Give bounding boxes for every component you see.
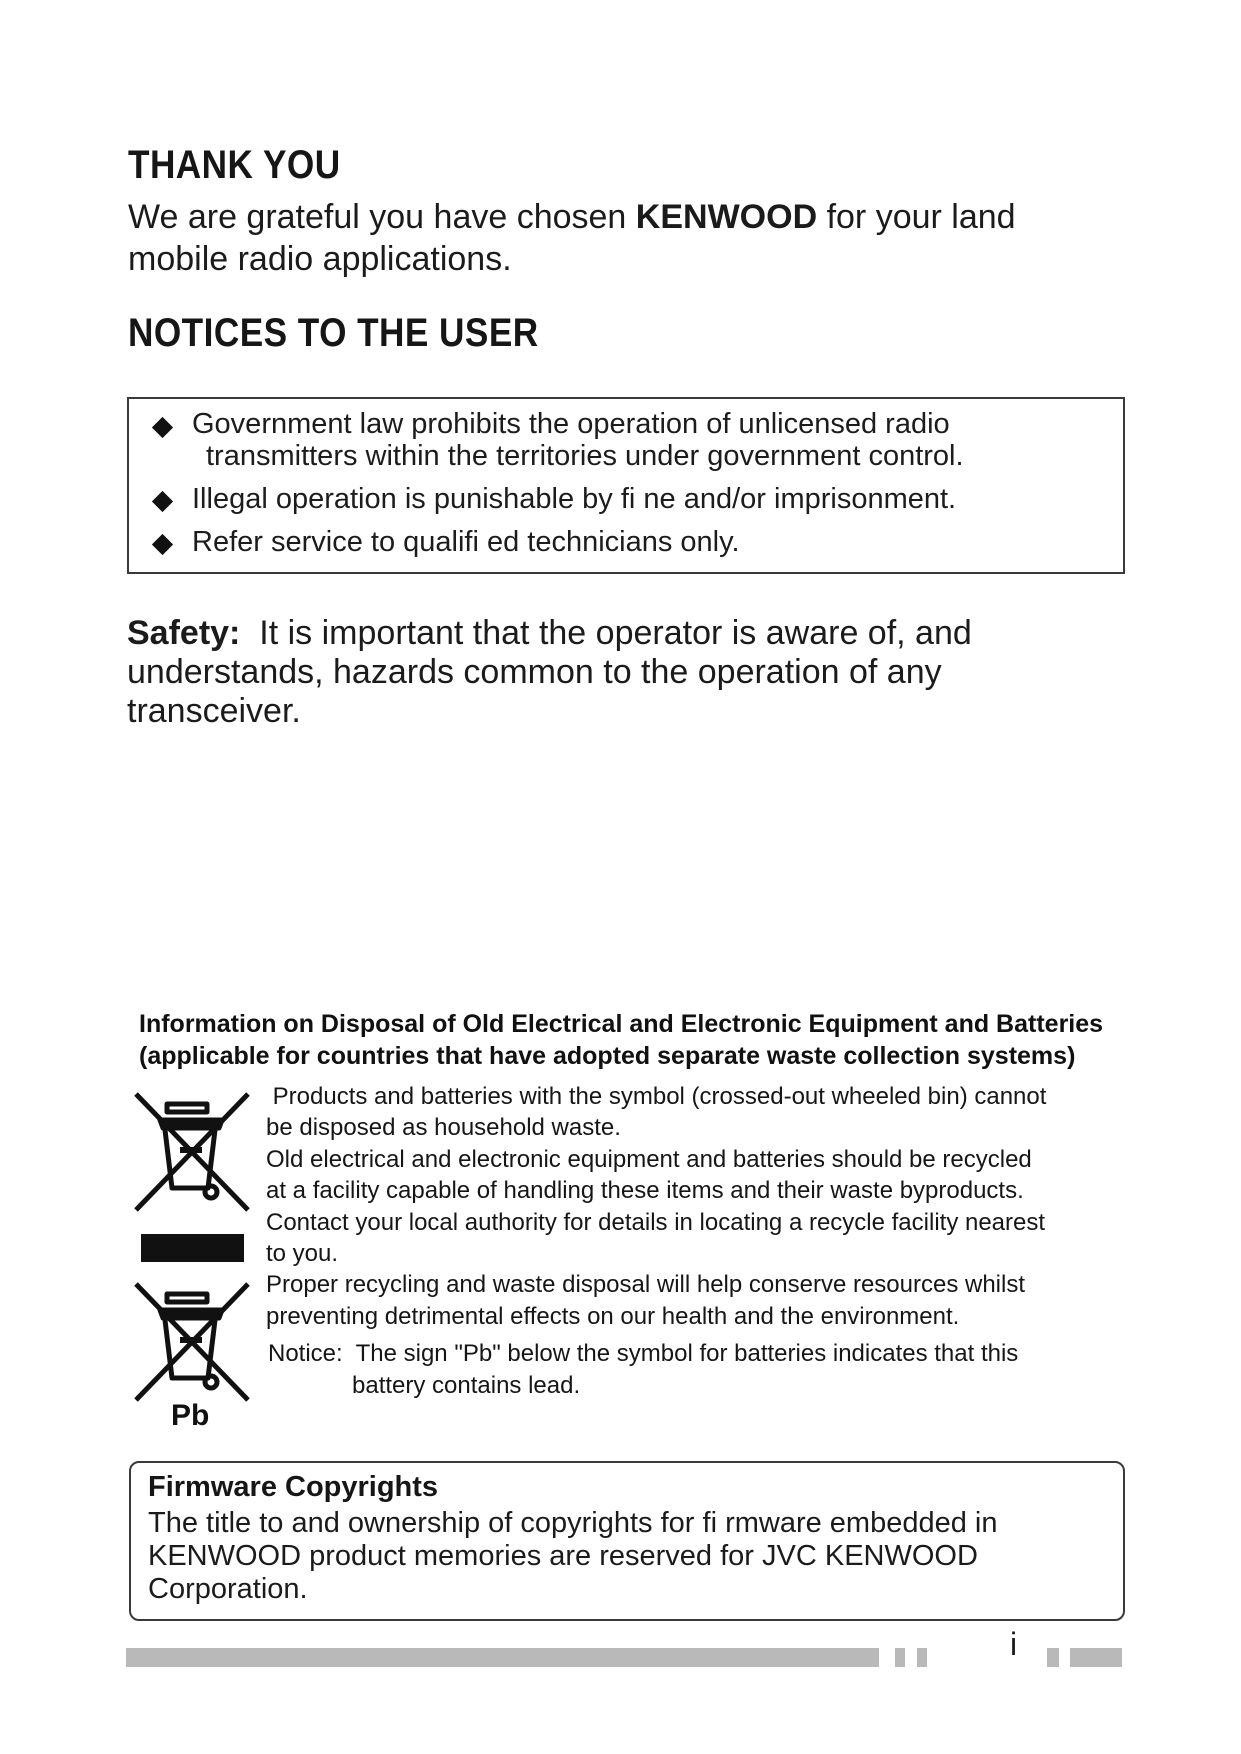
thank-you-text (128, 196, 1128, 280)
disposal-line: Old electrical and electronic equipment and batteries should be recycled (266, 1145, 1032, 1173)
firmware-title: Firmware Copyrights (148, 1471, 439, 1503)
notice-item: Refer service to qualifi ed technicians only. (192, 526, 740, 558)
crossed-out-wheeled-bin-icon (132, 1090, 252, 1214)
safety-line1: It is important that the operator is aware of, and (259, 614, 972, 652)
pb-label: Pb (171, 1399, 210, 1432)
disposal-line: preventing detrimental effects on our health and the environment. (266, 1302, 960, 1330)
diamond-bullet-icon (152, 491, 173, 512)
page-number: i (1010, 1626, 1018, 1662)
disposal-line: Proper recycling and waste disposal will help conserve resources whilst (266, 1271, 1026, 1299)
crossed-out-wheeled-bin-battery-icon (132, 1280, 252, 1404)
footer-bar-tick (1047, 1648, 1059, 1667)
safety-label: Safety: (127, 614, 241, 652)
black-bar (141, 1234, 244, 1262)
pb-notice (268, 1338, 1018, 1402)
disposal-title-line2: (applicable for countries that have adopted separate waste collection systems) (139, 1042, 1076, 1070)
disposal-line: Products and batteries with the symbol (crossed-out wheeled bin) cannot (266, 1083, 1047, 1110)
firmware-box (129, 1461, 1125, 1621)
firmware-line2: KENWOOD product memories are reserved for JVC KENWOOD (148, 1540, 978, 1572)
firmware-text (148, 1507, 1108, 1606)
thank-you-line2: mobile radio applications. (128, 240, 512, 278)
footer-bar-tick (917, 1648, 927, 1667)
notices-heading: NOTICES TO THE USER (128, 311, 539, 355)
diamond-bullet-icon (152, 417, 173, 438)
thank-you-post: for your land (817, 198, 1016, 236)
brand-name: KENWOOD (635, 198, 818, 236)
footer-bar-tick (895, 1648, 905, 1667)
thank-you-heading: THANK YOU (128, 143, 341, 187)
disposal-text (266, 1081, 1146, 1332)
safety-line3: transceiver. (127, 692, 301, 730)
notices-box (127, 397, 1125, 574)
disposal-title (139, 1008, 1103, 1072)
footer-bar (126, 1648, 879, 1667)
thank-you-pre: We are grateful you have chosen (128, 198, 636, 236)
notice-item-continued: transmitters within the territories under government control. (206, 440, 964, 472)
diamond-bullet-icon (152, 534, 173, 555)
safety-line2: understands, hazards common to the operation of any (127, 653, 942, 691)
pb-notice-line2: battery contains lead. (352, 1372, 581, 1399)
safety-paragraph (127, 614, 1127, 731)
notice-item: Government law prohibits the operation of unlicensed radio (192, 408, 950, 440)
notice-item: Illegal operation is punishable by fi ne and/or imprisonment. (192, 483, 957, 515)
disposal-line: at a facility capable of handling these items and their waste byproducts. (266, 1177, 1024, 1205)
disposal-line: to you. (266, 1240, 339, 1268)
footer-bar-end (1070, 1648, 1122, 1667)
disposal-title-line1: Information on Disposal of Old Electrical and Electronic Equipment and Batteries (139, 1010, 1104, 1038)
pb-notice-line1: Notice: The sign "Pb" below the symbol for batteries indicates that this (268, 1340, 1019, 1367)
firmware-line3: Corporation. (148, 1573, 308, 1605)
disposal-line: Contact your local authority for details in locating a recycle facility nearest (266, 1208, 1046, 1236)
disposal-line: be disposed as household waste. (266, 1114, 621, 1142)
firmware-line1: The title to and ownership of copyrights for fi rmware embedded in (148, 1507, 998, 1539)
